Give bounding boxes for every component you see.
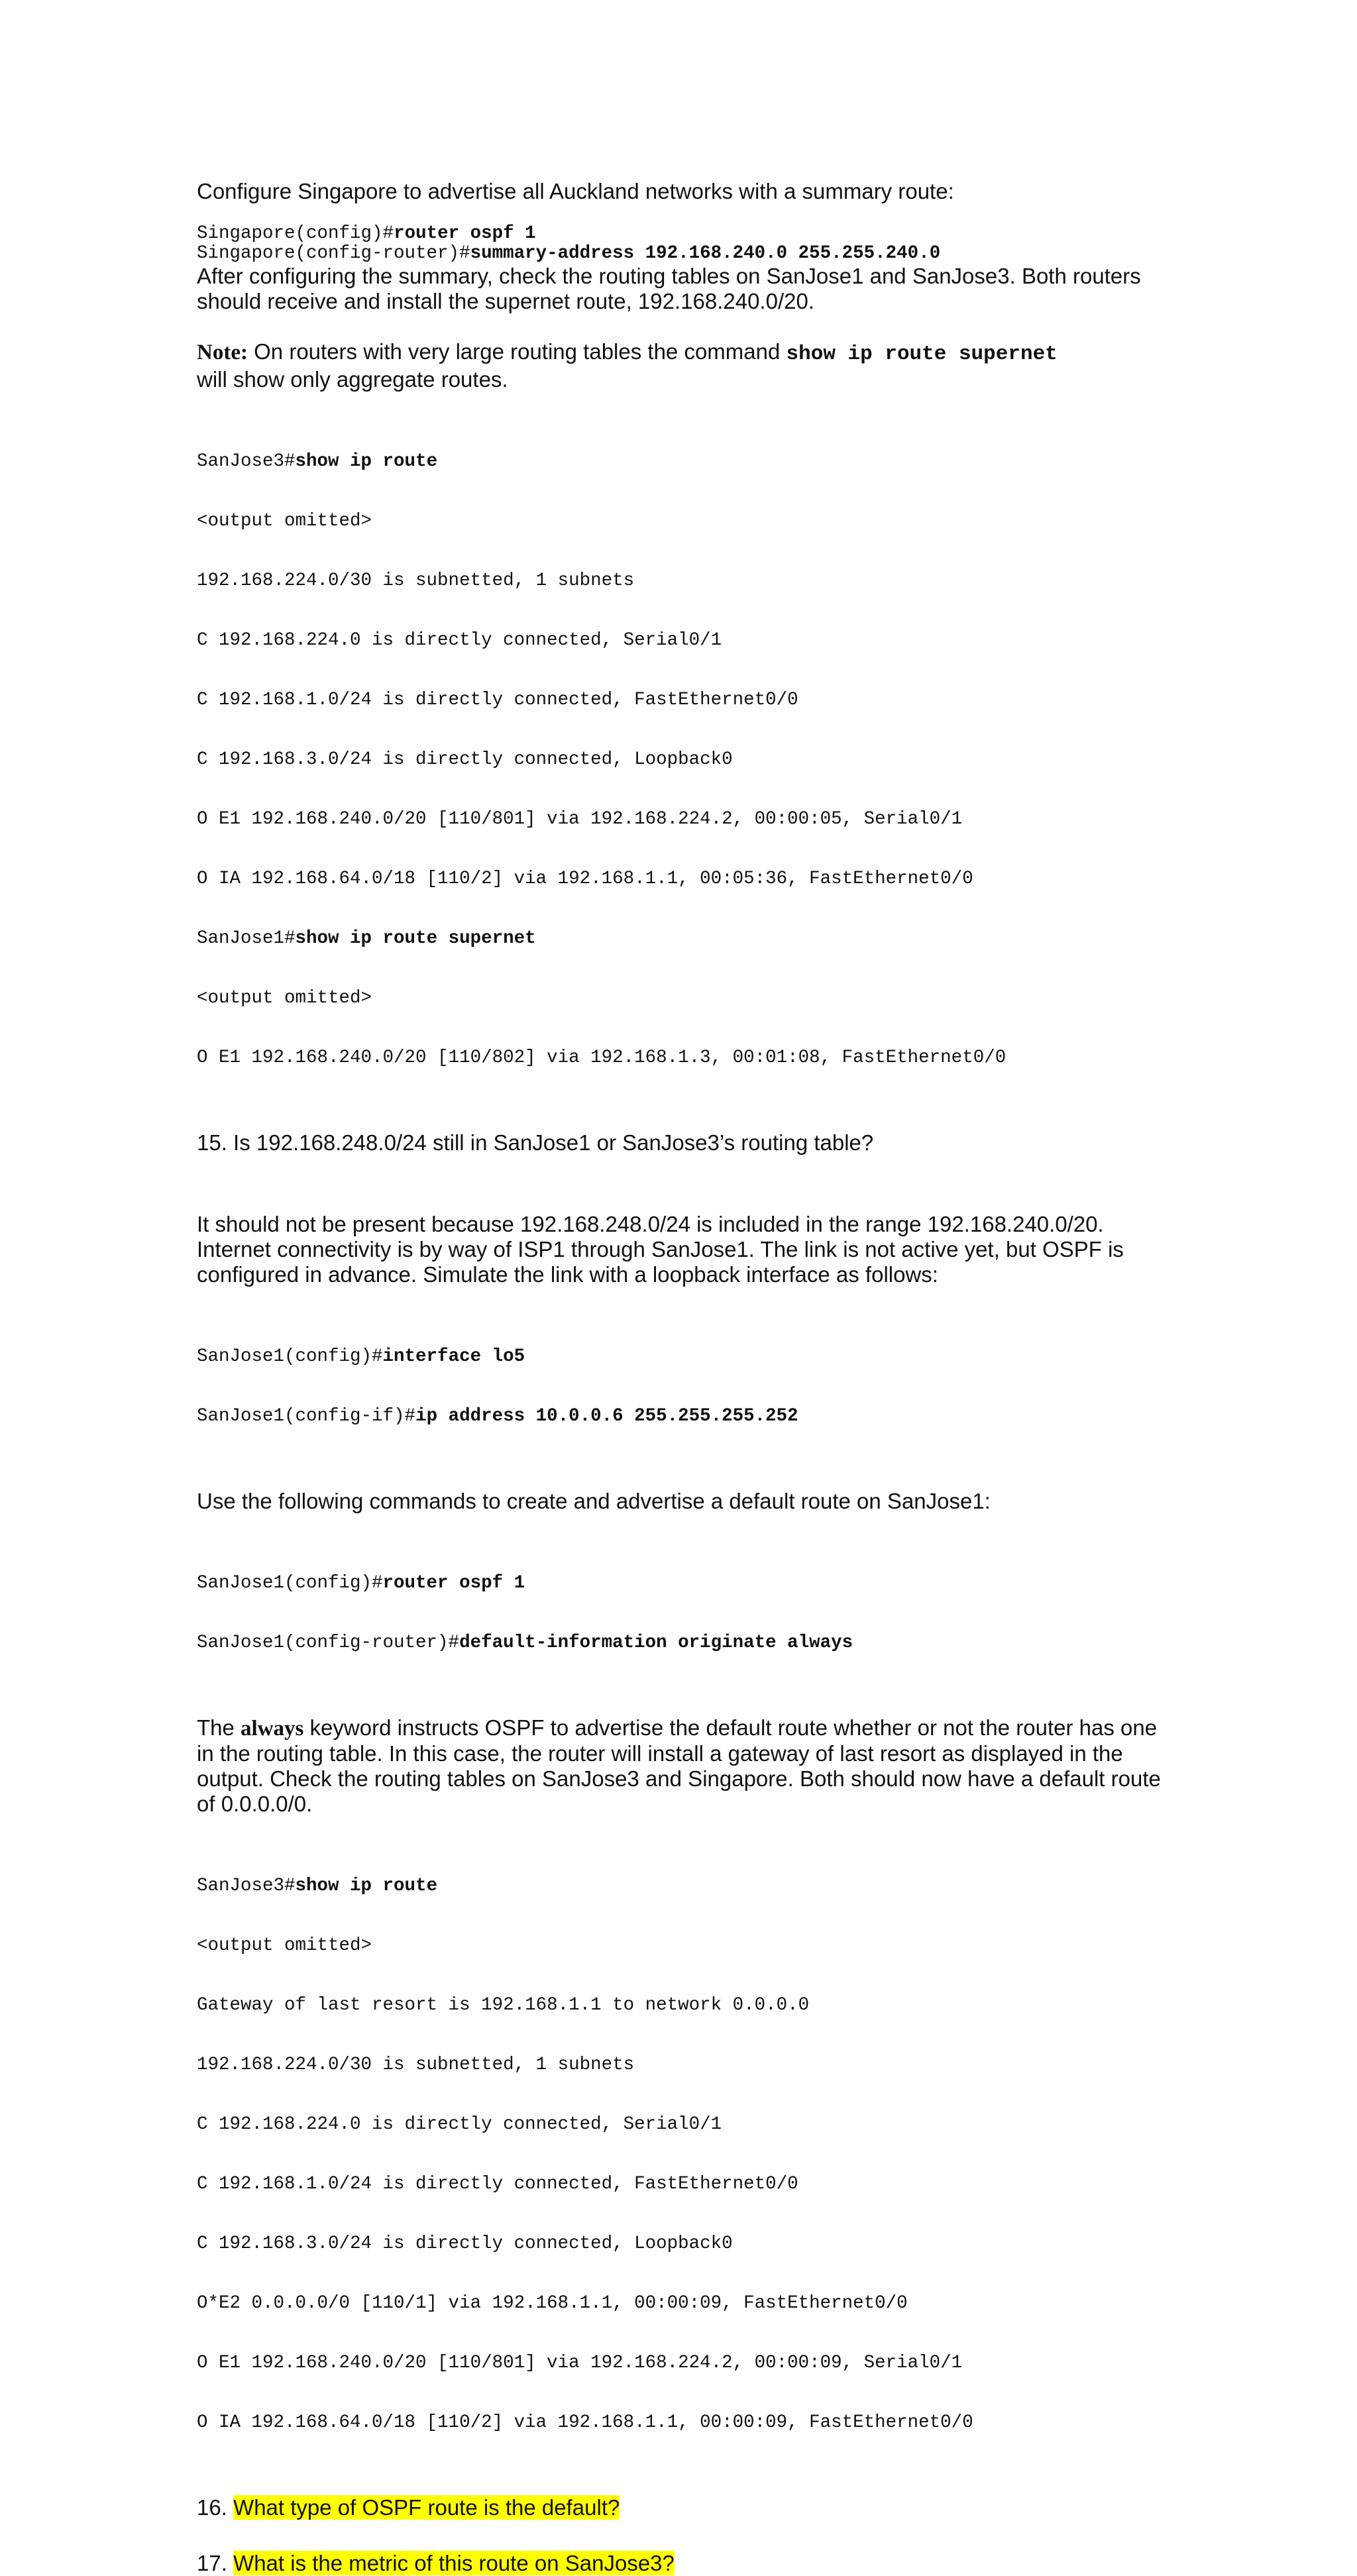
code-block-default-route [197,1534,1177,1693]
code-line: 192.168.224.0/30 is subnetted, 1 subnets [197,2055,635,2075]
after-summary-paragraph: After configuring the summary, check the routing tables on SanJose1 and SanJose3. Both routers should receive and install the supernet route, 192.168.240.0/20. [197,264,1147,313]
highlighted-question-17: What is the metric of this route on SanJose3? [233,2551,675,2575]
note-command: show ip route supernet [786,343,1058,366]
code-line: SanJose3#show ip route [197,451,438,472]
code-line: O*E2 0.0.0.0/0 [110/1] via 192.168.1.1, 00:00:09, FastEthernet0/0 [197,2293,908,2314]
code-block-summary [197,224,1177,264]
question-17: 17. What is the metric of this route on SanJose3? [197,2551,675,2575]
code-line: O E1 192.168.240.0/20 [110/802] via 192.168.1.3, 00:01:08, FastEthernet0/0 [197,1047,1006,1068]
code-line: <output omitted> [197,988,372,1008]
code-line: C 192.168.1.0/24 is directly connected, FastEthernet0/0 [197,690,798,710]
code-line: SanJose1(config-if)#ip address 10.0.0.6 255.255.255.252 [197,1406,798,1426]
code-line: Singapore(config)#router ospf 1 [197,223,536,244]
code-line: SanJose1#show ip route supernet [197,928,536,949]
always-paragraph: The always keyword instructs OSPF to advertise the default route whether or not the router has one in the routing table. In this case, the router will install a gateway of last resort as displayed in the output. Check the routing tables on SanJose3 and Singapore. Both should now have a default route of 0.0.0.0/0. [197,1715,1167,1816]
code-block-output-1 [197,412,1177,1108]
code-line: C 192.168.1.0/24 is directly connected, FastEthernet0/0 [197,2174,798,2194]
note-label: Note: [197,341,248,364]
question-16: 16. What type of OSPF route is the default? [197,2495,620,2520]
code-line: C 192.168.3.0/24 is directly connected, Loopback0 [197,2233,733,2254]
code-line: SanJose1(config-router)#default-information originate always [197,1633,853,1653]
document-page [197,179,1177,2576]
code-line: O E1 192.168.240.0/20 [110/801] via 192.168.224.2, 00:00:09, Serial0/1 [197,2353,963,2373]
code-line: C 192.168.224.0 is directly connected, Serial0/1 [197,2114,722,2135]
code-line: SanJose1(config)#router ospf 1 [197,1573,525,1593]
code-line: 192.168.224.0/30 is subnetted, 1 subnets [197,570,635,591]
code-line: C 192.168.3.0/24 is directly connected, Loopback0 [197,749,733,770]
code-block-output-2 [197,1837,1177,2473]
code-line: <output omitted> [197,511,372,531]
intro-paragraph: Configure Singapore to advertise all Auckland networks with a summary route: [197,179,954,203]
code-line: SanJose1(config)#interface lo5 [197,1346,525,1367]
code-line: O IA 192.168.64.0/18 [110/2] via 192.168.1.1, 00:00:09, FastEthernet0/0 [197,2412,973,2433]
note-paragraph: Note: On routers with very large routing tables the command show ip route supernet will show only aggregate routes. [197,339,1058,392]
code-line: <output omitted> [197,1935,372,1956]
highlighted-question-16: What type of OSPF route is the default? [233,2495,620,2520]
code-block-loopback [197,1307,1177,1466]
question-15: 15. Is 192.168.248.0/24 still in SanJose1 or SanJose3’s routing table? [197,1130,874,1155]
code-line: SanJose3#show ip route [197,1876,438,1896]
answer-15-paragraph: It should not be present because 192.168.248.0/24 is included in the range 192.168.240.0/20. Internet connectivity is by way of ISP1 through SanJose1. The link is not active yet, but OSPF is configured in advance. Simulate the link with a loopback interface as follows: [197,1212,1130,1287]
code-line: O E1 192.168.240.0/20 [110/801] via 192.168.224.2, 00:00:05, Serial0/1 [197,809,963,830]
code-line: O IA 192.168.64.0/18 [110/2] via 192.168.1.1, 00:05:36, FastEthernet0/0 [197,869,973,889]
code-line: Gateway of last resort is 192.168.1.1 to network 0.0.0.0 [197,1995,810,2015]
code-line: Singapore(config-router)#summary-address 192.168.240.0 255.255.240.0 [197,243,941,264]
use-following-paragraph: Use the following commands to create and advertise a default route on SanJose1: [197,1489,991,1513]
always-keyword: always [241,1717,304,1741]
code-line: C 192.168.224.0 is directly connected, Serial0/1 [197,630,722,651]
